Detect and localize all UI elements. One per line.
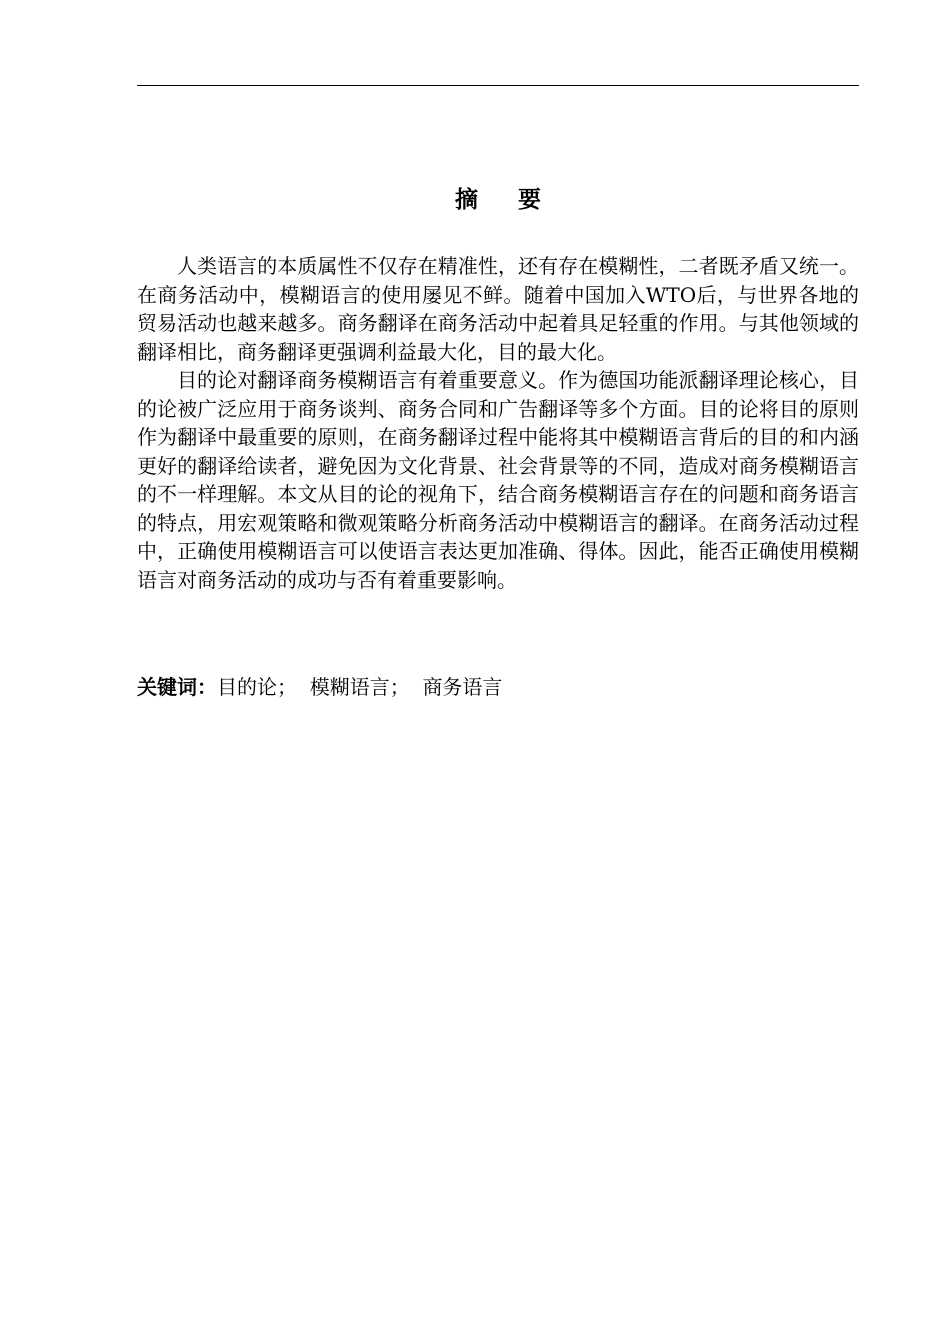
abstract-paragraph-2: 目的论对翻译商务模糊语言有着重要意义。作为德国功能派翻译理论核心，目的论被广泛应用于商务谈判、商务合同和广告翻译等多个方面。目的论将目的原则作为翻译中最重要的原则，在商务翻译过程中能将其中模糊语言背后的目的和内涵更好的翻译给读者，避免因为文化背景、社会背景等的不同，造成对商务模糊语言的不一样理解。本文从目的论的视角下，结合商务模糊语言存在的问题和商务语言的特点，用宏观策略和微观策略分析商务活动中模糊语言的翻译。在商务活动过程中，正确使用模糊语言可以使语言表达更加准确、得体。因此，能否正确使用模糊语言对商务活动的成功与否有着重要影响。	[137, 368, 859, 592]
keyword-2: 模糊语言；	[309, 675, 410, 699]
abstract-paragraph-1: 人类语言的本质属性不仅存在精准性，还有存在模糊性，二者既矛盾又统一。在商务活动中，模糊语言的使用屡见不鲜。随着中国加入WTO后，与世界各地的贸易活动也越来越多。商务翻译在商务活动中起着具足轻重的作用。与其他领域的翻译相比，商务翻译更强调利益最大化，目的最大化。	[137, 254, 859, 364]
keyword-1: 目的论；	[217, 675, 297, 699]
keywords-line	[137, 673, 859, 701]
abstract-body	[137, 252, 859, 594]
header-rule	[137, 85, 859, 86]
keyword-3: 商务语言	[422, 675, 503, 699]
page-title: 摘要	[455, 187, 581, 213]
keywords-label: 关键词：	[137, 675, 217, 699]
